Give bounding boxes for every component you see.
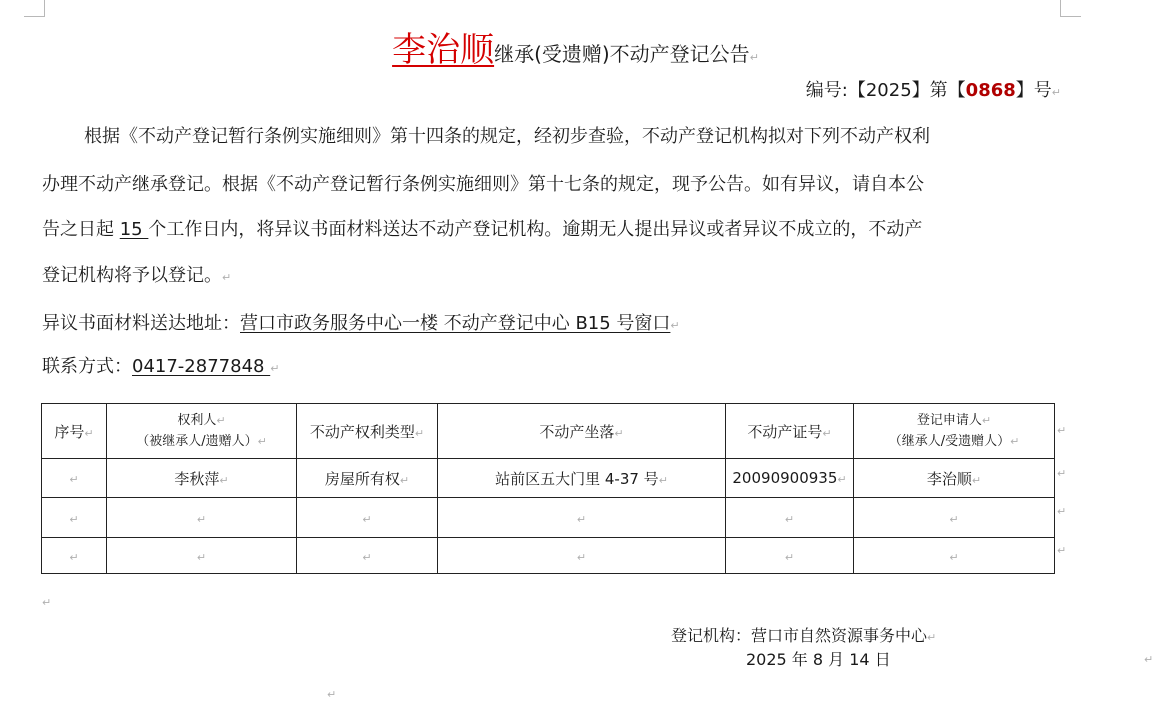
cell-right-type: ↵ xyxy=(297,538,438,574)
row-end-mark: ↵ xyxy=(1057,544,1067,557)
paragraph-mark: ↵ xyxy=(749,51,759,64)
objection-days: 15 xyxy=(119,219,149,240)
table-row xyxy=(42,498,1055,538)
row-end-mark: ↵ xyxy=(1057,424,1067,437)
body-line-1: 根据《不动产登记暂行条例实施细则》第十四条的规定，经初步查验，不动产登记机构拟对下列不动产权利 xyxy=(84,126,930,147)
cell-cert-no: 20090900935↵ xyxy=(726,459,854,498)
cell-right-type: ↵ xyxy=(297,498,438,538)
body-line-2: 办理不动产继承登记。根据《不动产登记暂行条例实施细则》第十七条的规定，现予公告。如有异议，请自本公 xyxy=(42,174,924,195)
crop-mark-top-right xyxy=(1060,0,1081,17)
property-table xyxy=(41,403,1055,574)
header-location: 不动产坐落↵ xyxy=(438,404,726,459)
cell-location: 站前区五大门里 4-37 号↵ xyxy=(438,459,726,498)
doc-serial: 0868 xyxy=(965,80,1016,101)
body-line-4: 登记机构将予以登记。↵ xyxy=(42,265,232,286)
contact-phone: 0417-2877848 xyxy=(132,356,271,377)
margin-mark: ↵ xyxy=(1144,653,1153,666)
address-label: 异议书面材料送达地址： xyxy=(42,313,240,334)
contact-label: 联系方式： xyxy=(42,356,132,377)
applicant-name-heading: 李治顺 xyxy=(392,30,495,70)
table-header-row xyxy=(42,404,1055,459)
crop-mark-top-left xyxy=(24,0,45,17)
body-line-3: 告之日起 15 个工作日内，将异议书面材料送达不动产登记机构。逾期无人提出异议或者异议不成立的，不动产 xyxy=(42,219,923,240)
notice-date: 2025 年 8 月 14 日 xyxy=(746,650,891,669)
cell-holder: 李秋萍↵ xyxy=(107,459,297,498)
cell-location: ↵ xyxy=(438,498,726,538)
cell-seq: ↵ xyxy=(42,498,107,538)
cell-holder: ↵ xyxy=(107,498,297,538)
cell-cert-no: ↵ xyxy=(726,498,854,538)
empty-paragraph-mark: ↵ xyxy=(327,688,337,701)
empty-paragraph-mark: ↵ xyxy=(42,596,52,609)
cell-right-type: 房屋所有权↵ xyxy=(297,459,438,498)
cell-location: ↵ xyxy=(438,538,726,574)
table-row xyxy=(42,459,1055,498)
header-holder: 权利人↵ （被继承人/遗赠人）↵ xyxy=(107,404,297,459)
header-cert-no: 不动产证号↵ xyxy=(726,404,854,459)
row-end-mark: ↵ xyxy=(1057,467,1067,480)
cell-seq: ↵ xyxy=(42,459,107,498)
header-applicant: 登记申请人↵ （继承人/受遗赠人）↵ xyxy=(854,404,1055,459)
objection-address: 异议书面材料送达地址：营口市政务服务中心一楼 不动产登记中心 B15 号窗口↵ xyxy=(42,313,680,334)
cell-holder: ↵ xyxy=(107,538,297,574)
cell-applicant: ↵ xyxy=(854,538,1055,574)
table-row xyxy=(42,538,1055,574)
notice-title xyxy=(0,22,1151,71)
title-text: 继承(受遗赠)不动产登记公告 xyxy=(494,42,750,66)
contact-info: 联系方式：0417-2877848 ↵ xyxy=(42,356,280,377)
doc-year: 2025 xyxy=(865,80,912,101)
cell-cert-no: ↵ xyxy=(726,538,854,574)
row-end-mark: ↵ xyxy=(1057,505,1067,518)
document-number: 编号:【2025】第【0868】号↵ xyxy=(805,80,1061,101)
cell-applicant: 李治顺↵ xyxy=(854,459,1055,498)
header-right-type: 不动产权利类型↵ xyxy=(297,404,438,459)
cell-seq: ↵ xyxy=(42,538,107,574)
cell-applicant: ↵ xyxy=(854,498,1055,538)
registration-authority: 登记机构：营口市自然资源事务中心↵ xyxy=(671,626,937,645)
header-seq: 序号↵ xyxy=(42,404,107,459)
address-value: 营口市政务服务中心一楼 不动产登记中心 B15 号窗口 xyxy=(240,313,671,334)
